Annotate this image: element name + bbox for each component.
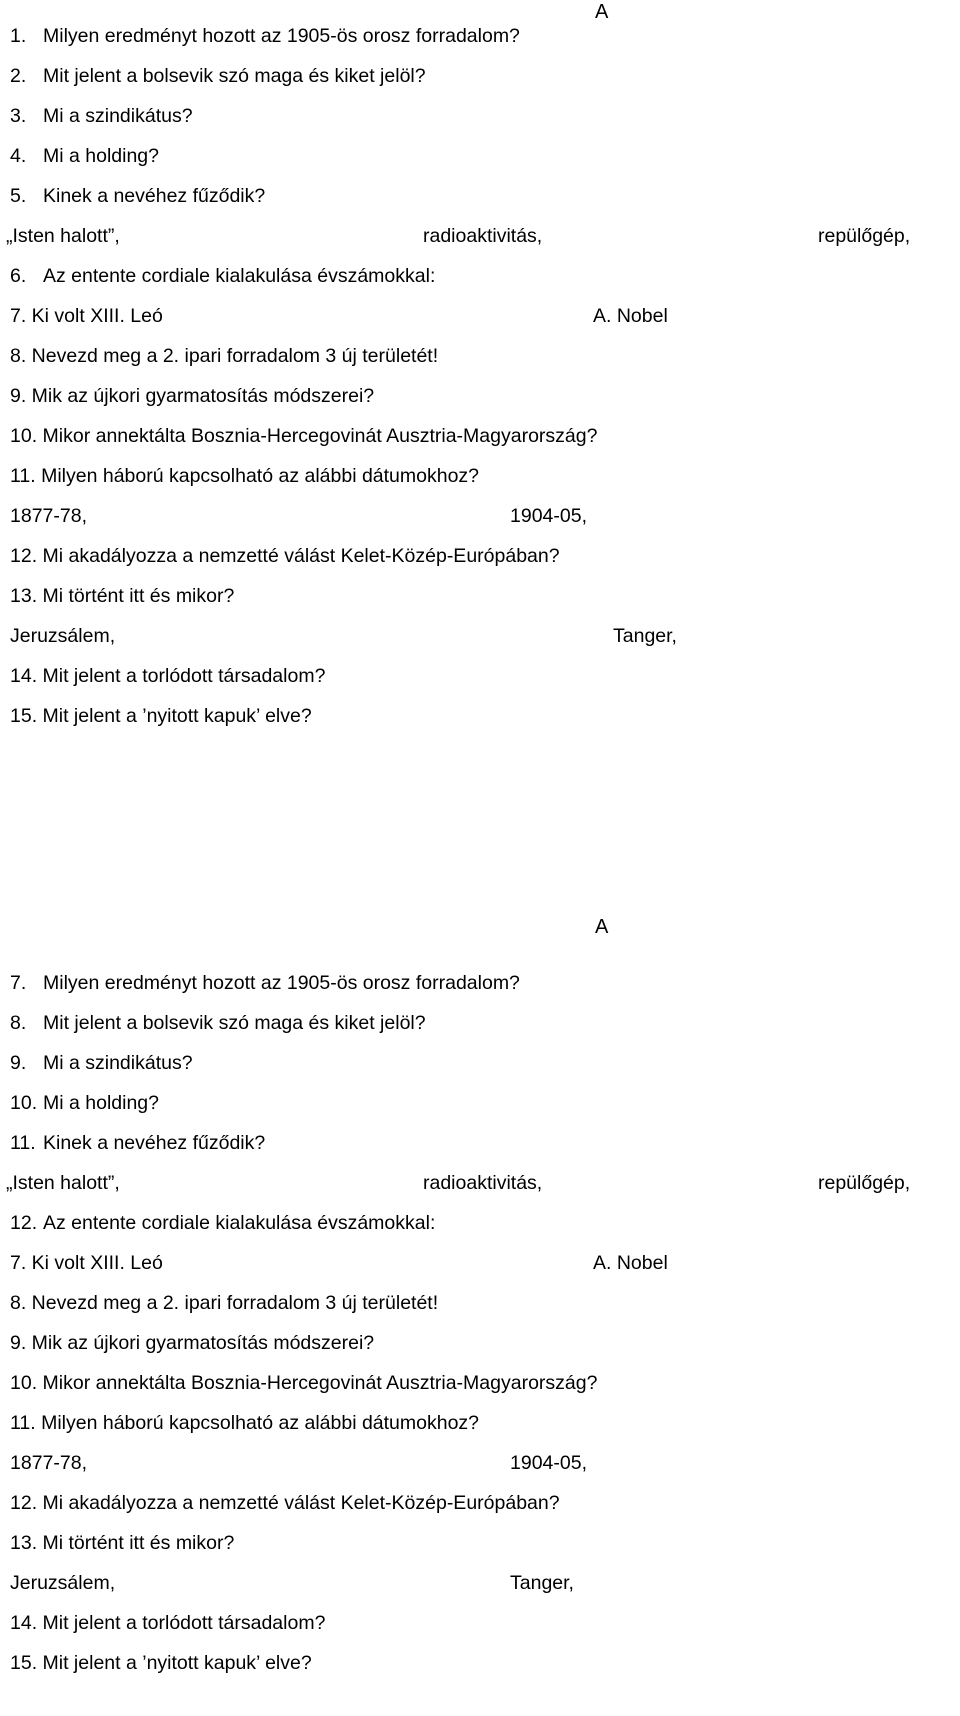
section2-heading: A [595,916,609,938]
s1-q11-text: 11. Milyen háború kapcsolható az alábbi dátumokhoz? [10,465,480,487]
s1-q1-number: 1. [10,25,27,47]
s1-date-1877: 1877-78, [10,505,87,527]
s2-q10-number: 10. [10,1092,38,1114]
s1-q1-text: Milyen eredményt hozott az 1905-ös orosz forradalom? [43,25,520,47]
s1-q9-text: 9. Mik az újkori gyarmatosítás módszerei? [10,385,375,407]
s2-q12-text: Az entente cordiale kialakulása évszámokkal: [43,1212,436,1234]
s1-place-tanger: Tanger, [613,625,677,647]
s1-q6-number: 6. [10,265,27,287]
s1-place-jeruzsalem: Jeruzsálem, [10,625,116,647]
s1-q5-text: Kinek a nevéhez fűződik? [43,185,266,207]
s2-name-repulogep: repülőgép, [818,1172,911,1194]
s1-q7-text: 7. Ki volt XIII. Leó [10,305,163,327]
s2-q8-text: Mit jelent a bolsevik szó maga és kiket jelöl? [43,1012,426,1034]
s2-q10b-text: 10. Mikor annektálta Bosznia-Hercegovinát Ausztria-Magyarország? [10,1372,598,1394]
s1-q2-text: Mit jelent a bolsevik szó maga és kiket jelöl? [43,65,426,87]
s2-place-jeruzsalem: Jeruzsálem, [10,1572,116,1594]
s2-date-1877: 1877-78, [10,1452,87,1474]
s1-name-radioaktivitas: radioaktivitás, [423,225,543,247]
s2-q9b-text: 9. Mik az újkori gyarmatosítás módszerei? [10,1332,375,1354]
s1-q2-number: 2. [10,65,27,87]
s2-place-tanger: Tanger, [510,1572,574,1594]
section1-heading: A [595,1,609,23]
s2-name-radioaktivitas: radioaktivitás, [423,1172,543,1194]
s1-q3-number: 3. [10,105,27,127]
s1-q4-number: 4. [10,145,27,167]
s2-q13-text: 13. Mi történt itt és mikor? [10,1532,235,1554]
s1-name-repulogep: repülőgép, [818,225,911,247]
s2-date-1904: 1904-05, [510,1452,587,1474]
s2-q15-text: 15. Mit jelent a ’nyitott kapuk’ elve? [10,1652,312,1674]
s2-q11-text: Kinek a nevéhez fűződik? [43,1132,266,1154]
s2-q14-text: 14. Mit jelent a torlódott társadalom? [10,1612,326,1634]
s2-q11-number: 11. [10,1132,36,1154]
s2-q8-number: 8. [10,1012,27,1034]
s1-q4-text: Mi a holding? [43,145,159,167]
s2-q7b-nobel: A. Nobel [593,1252,668,1274]
s2-q12-number: 12. [10,1212,38,1234]
s2-q8b-text: 8. Nevezd meg a 2. ipari forradalom 3 új területét! [10,1292,439,1314]
s1-q15-text: 15. Mit jelent a ’nyitott kapuk’ elve? [10,705,312,727]
s2-q11b-text: 11. Milyen háború kapcsolható az alábbi dátumokhoz? [10,1412,480,1434]
s1-q13-text: 13. Mi történt itt és mikor? [10,585,235,607]
s2-q9-text: Mi a szindikátus? [43,1052,193,1074]
s1-name-isten-halott: „Isten halott”, [6,225,120,247]
s1-q6-text: Az entente cordiale kialakulása évszámokkal: [43,265,436,287]
s1-q8-text: 8. Nevezd meg a 2. ipari forradalom 3 új területét! [10,345,439,367]
s2-q7-text: Milyen eredményt hozott az 1905-ös orosz forradalom? [43,972,520,994]
s1-q10-text: 10. Mikor annektálta Bosznia-Hercegovinát Ausztria-Magyarország? [10,425,598,447]
s1-q3-text: Mi a szindikátus? [43,105,193,127]
s2-q7b-text: 7. Ki volt XIII. Leó [10,1252,163,1274]
s2-name-isten-halott: „Isten halott”, [6,1172,120,1194]
s1-q5-number: 5. [10,185,27,207]
s2-q10-text: Mi a holding? [43,1092,159,1114]
s2-q12b-text: 12. Mi akadályozza a nemzetté válást Kelet-Közép-Európában? [10,1492,560,1514]
s1-q14-text: 14. Mit jelent a torlódott társadalom? [10,665,326,687]
s1-date-1904: 1904-05, [510,505,587,527]
s2-q7-number: 7. [10,972,27,994]
s1-q12-text: 12. Mi akadályozza a nemzetté válást Kelet-Közép-Európában? [10,545,560,567]
s2-q9-number: 9. [10,1052,27,1074]
s1-q7-nobel: A. Nobel [593,305,668,327]
